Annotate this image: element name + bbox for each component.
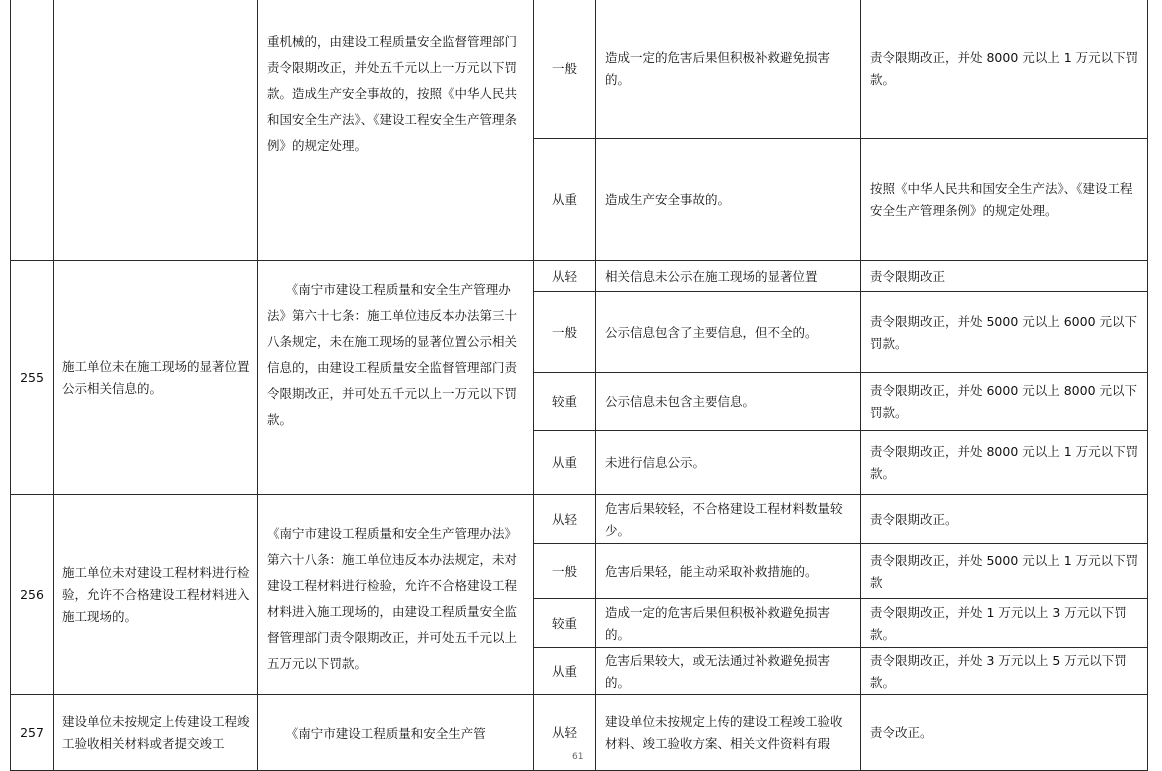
legal-basis [257,260,534,495]
penalty-text: 责令限期改正，并处 8000 元以上 1 万元以下罚款。 [870,444,1139,481]
discretion-level-text: 从轻 [551,725,577,740]
penalty-text: 责令改正。 [870,725,933,740]
discretion-level [533,260,596,292]
violation-description-text: 建设单位未按规定上传建设工程竣工验收相关材料或者提交竣工 [62,714,250,751]
violation-description-text: 施工单位未在施工现场的显著位置公示相关信息的。 [62,359,250,396]
discretion-level [533,694,596,771]
discretion-level [533,543,596,599]
discretion-level-text: 从轻 [551,269,577,284]
discretion-level [533,430,596,495]
violation-description [53,260,258,495]
circumstance-text: 造成一定的危害后果但积极补救避免损害的。 [605,50,831,87]
circumstance [595,138,861,261]
discretion-level [533,291,596,373]
legal-basis-text: 《南宁市建设工程质量和安全生产管理办法》第六十七条：施工单位违反本办法第三十八条规定，未在施工现场的显著位置公示相关信息的，由建设工程质量安全监督管理部门责令限期改正，并可处五千元以上一万元以下罚款。 [267,282,518,427]
discretion-level [533,372,596,431]
circumstance-text: 公示信息包含了主要信息，但不全的。 [605,325,818,340]
row-number [10,260,54,495]
circumstance-text: 未进行信息公示。 [605,455,706,470]
discretion-level-text: 从重 [551,455,577,470]
discretion-level [533,494,596,544]
penalty [860,0,1148,139]
discretion-level-text: 较重 [551,394,577,409]
penalty [860,598,1148,648]
penalty [860,372,1148,431]
penalty [860,694,1148,771]
circumstance-text: 危害后果轻，能主动采取补救措施的。 [605,564,818,579]
penalty-text: 责令限期改正 [870,269,946,284]
violation-description [53,694,258,771]
page-number: 61 [572,752,584,762]
discretion-level-text: 一般 [551,564,577,579]
circumstance-text: 相关信息未公示在施工现场的显著位置 [605,269,818,284]
penalty-text: 责令限期改正，并处 5000 元以上 6000 元以下罚款。 [870,314,1138,351]
penalty [860,430,1148,495]
discretion-level-text: 从重 [551,192,577,207]
circumstance [595,0,861,139]
violation-description [53,0,258,261]
circumstance [595,430,861,495]
row-number-text: 257 [20,725,44,740]
circumstance-text: 造成一定的危害后果但积极补救避免损害的。 [605,605,831,642]
discretion-level-text: 从轻 [551,512,577,527]
circumstance [595,647,861,695]
discretion-level [533,598,596,648]
penalty [860,138,1148,261]
legal-basis-text: 重机械的，由建设工程质量安全监督管理部门责令限期改正，并处五千元以上一万元以下罚款。造成生产安全事故的，按照《中华人民共和国安全生产法》、《建设工程安全生产管理条例》的规定处理。 [267,34,518,153]
row-number-text: 256 [20,587,44,602]
circumstance-text: 造成生产安全事故的。 [605,192,731,207]
penalty-text: 责令限期改正，并处 1 万元以上 3 万元以下罚款。 [870,605,1127,642]
penalty-text: 责令限期改正，并处 6000 元以上 8000 元以下罚款。 [870,383,1138,420]
discretion-level-text: 一般 [551,61,577,76]
penalty [860,543,1148,599]
discretion-level-text: 从重 [551,664,577,679]
row-number-text: 255 [20,370,44,385]
legal-basis-text: 《南宁市建设工程质量和安全生产管理办法》第六十八条：施工单位违反本办法规定，未对建设工程材料进行检验，允许不合格建设工程材料进入施工现场的，由建设工程质量安全监督管理部门责令限期改正，并可处五千元以上五万元以下罚款。 [267,526,518,671]
legal-basis [257,694,534,771]
row-number [10,494,54,695]
penalty-text: 责令限期改正，并处 8000 元以上 1 万元以下罚款。 [870,50,1139,87]
discretion-level [533,0,596,139]
row-number [10,0,54,261]
penalty-text: 责令限期改正。 [870,512,958,527]
legal-basis [257,494,534,695]
discretion-level [533,138,596,261]
circumstance-text: 公示信息未包含主要信息。 [605,394,756,409]
circumstance [595,694,861,771]
penalty-text: 按照《中华人民共和国安全生产法》、《建设工程安全生产管理条例》的规定处理。 [870,181,1133,218]
circumstance [595,260,861,292]
circumstance [595,598,861,648]
penalty [860,260,1148,292]
circumstance [595,543,861,599]
circumstance-text: 危害后果较轻，不合格建设工程材料数量较少。 [605,501,843,538]
penalty [860,494,1148,544]
circumstance-text: 建设单位未按规定上传的建设工程竣工验收材料、竣工验收方案、相关文件资料有瑕 [605,714,843,751]
discretion-level [533,647,596,695]
row-number [10,694,54,771]
penalty [860,291,1148,373]
violation-description-text: 施工单位未对建设工程材料进行检验，允许不合格建设工程材料进入施工现场的。 [62,565,250,624]
penalty [860,647,1148,695]
penalty-text: 责令限期改正，并处 3 万元以上 5 万元以下罚款。 [870,653,1127,690]
circumstance-text: 危害后果较大，或无法通过补救避免损害的。 [605,653,831,690]
circumstance [595,494,861,544]
legal-basis-text: 《南宁市建设工程质量和安全生产管 [267,726,486,741]
legal-basis [257,0,534,261]
discretion-level-text: 较重 [551,616,577,631]
discretion-level-text: 一般 [551,325,577,340]
circumstance [595,291,861,373]
penalty-text: 责令限期改正，并处 5000 元以上 1 万元以下罚款 [870,553,1139,590]
violation-description [53,494,258,695]
circumstance [595,372,861,431]
